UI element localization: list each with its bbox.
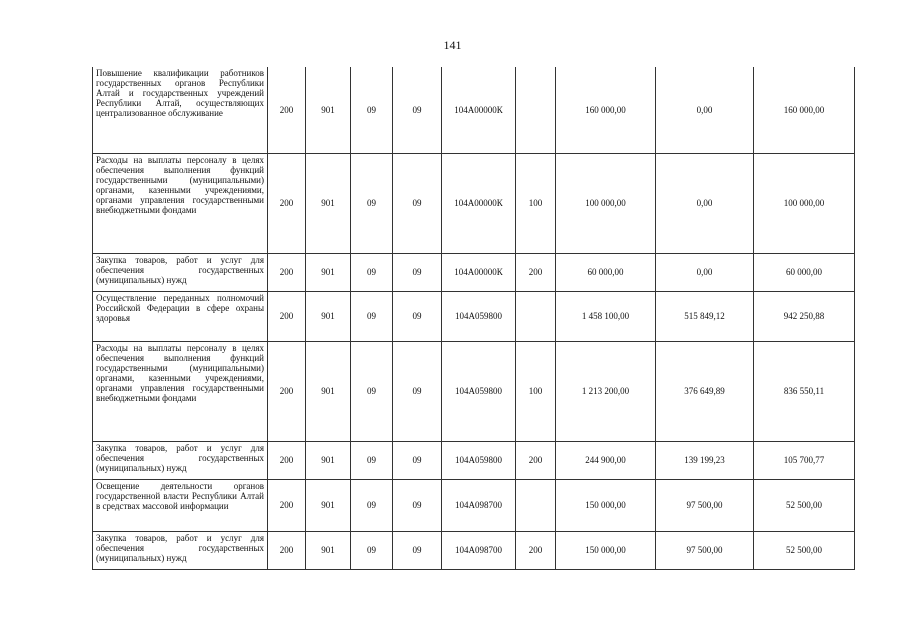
glava-code-cell: 901 <box>306 67 351 153</box>
target-article-cell: 104А059800 <box>442 441 516 479</box>
executed-amount-cell: 97 500,00 <box>656 479 754 531</box>
planned-amount-cell: 160 000,00 <box>556 67 656 153</box>
row-name-cell: Закупка товаров, работ и услуг для обеспечения государственных (муниципальных) нужд <box>93 441 268 479</box>
podrazdel-code-cell: 09 <box>393 153 442 253</box>
glava-code-cell: 901 <box>306 153 351 253</box>
glava-code-cell: 901 <box>306 531 351 569</box>
remaining-amount-cell: 60 000,00 <box>754 253 855 291</box>
planned-amount-cell: 150 000,00 <box>556 479 656 531</box>
category-cell: 200 <box>268 253 306 291</box>
page-number: 141 <box>443 38 462 52</box>
remaining-amount-cell: 52 500,00 <box>754 531 855 569</box>
expense-type-cell: 100 <box>516 153 556 253</box>
podrazdel-code-cell: 09 <box>393 479 442 531</box>
table-row <box>93 441 855 479</box>
executed-amount-cell: 0,00 <box>656 153 754 253</box>
table-row <box>93 253 855 291</box>
remaining-amount-cell: 836 550,11 <box>754 341 855 441</box>
remaining-amount-cell: 942 250,88 <box>754 291 855 341</box>
table-row <box>93 531 855 569</box>
planned-amount-cell: 1 458 100,00 <box>556 291 656 341</box>
razdel-code-cell: 09 <box>351 441 393 479</box>
category-cell: 200 <box>268 153 306 253</box>
target-article-cell: 104А00000К <box>442 253 516 291</box>
category-cell: 200 <box>268 291 306 341</box>
remaining-amount-cell: 160 000,00 <box>754 67 855 153</box>
remaining-amount-cell: 100 000,00 <box>754 153 855 253</box>
table-body <box>93 67 855 569</box>
table-row <box>93 291 855 341</box>
podrazdel-code-cell: 09 <box>393 291 442 341</box>
category-cell: 200 <box>268 441 306 479</box>
glava-code-cell: 901 <box>306 441 351 479</box>
row-name-cell: Закупка товаров, работ и услуг для обеспечения государственных (муниципальных) нужд <box>93 531 268 569</box>
razdel-code-cell: 09 <box>351 479 393 531</box>
podrazdel-code-cell: 09 <box>393 341 442 441</box>
expense-type-cell <box>516 67 556 153</box>
table-row <box>93 479 855 531</box>
executed-amount-cell: 376 649,89 <box>656 341 754 441</box>
row-name-cell: Расходы на выплаты персоналу в целях обеспечения выполнения функций государственными (муниципальными) органами, казенными учреждениями, органами управления государственными внебюджетными фондами <box>93 341 268 441</box>
category-cell: 200 <box>268 531 306 569</box>
razdel-code-cell: 09 <box>351 341 393 441</box>
row-name-cell: Закупка товаров, работ и услуг для обеспечения государственных (муниципальных) нужд <box>93 253 268 291</box>
category-cell: 200 <box>268 67 306 153</box>
podrazdel-code-cell: 09 <box>393 531 442 569</box>
executed-amount-cell: 97 500,00 <box>656 531 754 569</box>
planned-amount-cell: 1 213 200,00 <box>556 341 656 441</box>
razdel-code-cell: 09 <box>351 67 393 153</box>
expense-type-cell <box>516 291 556 341</box>
executed-amount-cell: 0,00 <box>656 253 754 291</box>
expense-type-cell: 200 <box>516 441 556 479</box>
glava-code-cell: 901 <box>306 253 351 291</box>
expense-type-cell: 100 <box>516 341 556 441</box>
table-row <box>93 153 855 253</box>
expense-type-cell: 200 <box>516 531 556 569</box>
razdel-code-cell: 09 <box>351 253 393 291</box>
podrazdel-code-cell: 09 <box>393 67 442 153</box>
planned-amount-cell: 244 900,00 <box>556 441 656 479</box>
target-article-cell: 104А00000К <box>442 67 516 153</box>
row-name-cell: Осуществление переданных полномочий Российской Федерации в сфере охраны здоровья <box>93 291 268 341</box>
razdel-code-cell: 09 <box>351 153 393 253</box>
podrazdel-code-cell: 09 <box>393 441 442 479</box>
planned-amount-cell: 60 000,00 <box>556 253 656 291</box>
expense-type-cell: 200 <box>516 253 556 291</box>
row-name-cell: Повышение квалификации работников государственных органов Республики Алтай и государственных учреждений Республики Алтай, осуществляющих централизованное обслуживание <box>93 67 268 153</box>
executed-amount-cell: 139 199,23 <box>656 441 754 479</box>
executed-amount-cell: 0,00 <box>656 67 754 153</box>
glava-code-cell: 901 <box>306 341 351 441</box>
podrazdel-code-cell: 09 <box>393 253 442 291</box>
expense-type-cell <box>516 479 556 531</box>
target-article-cell: 104А00000К <box>442 153 516 253</box>
razdel-code-cell: 09 <box>351 531 393 569</box>
target-article-cell: 104А059800 <box>442 291 516 341</box>
row-name-cell: Расходы на выплаты персоналу в целях обеспечения выполнения функций государственными (муниципальными) органами, казенными учреждениями, органами управления государственными внебюджетными фондами <box>93 153 268 253</box>
target-article-cell: 104А098700 <box>442 531 516 569</box>
razdel-code-cell: 09 <box>351 291 393 341</box>
category-cell: 200 <box>268 479 306 531</box>
planned-amount-cell: 100 000,00 <box>556 153 656 253</box>
category-cell: 200 <box>268 341 306 441</box>
row-name-cell: Освещение деятельности органов государственной власти Республики Алтай в средствах массовой информации <box>93 479 268 531</box>
planned-amount-cell: 150 000,00 <box>556 531 656 569</box>
table-row <box>93 341 855 441</box>
glava-code-cell: 901 <box>306 479 351 531</box>
budget-table <box>92 67 855 570</box>
remaining-amount-cell: 105 700,77 <box>754 441 855 479</box>
executed-amount-cell: 515 849,12 <box>656 291 754 341</box>
glava-code-cell: 901 <box>306 291 351 341</box>
remaining-amount-cell: 52 500,00 <box>754 479 855 531</box>
target-article-cell: 104А059800 <box>442 341 516 441</box>
target-article-cell: 104А098700 <box>442 479 516 531</box>
table-row <box>93 67 855 153</box>
